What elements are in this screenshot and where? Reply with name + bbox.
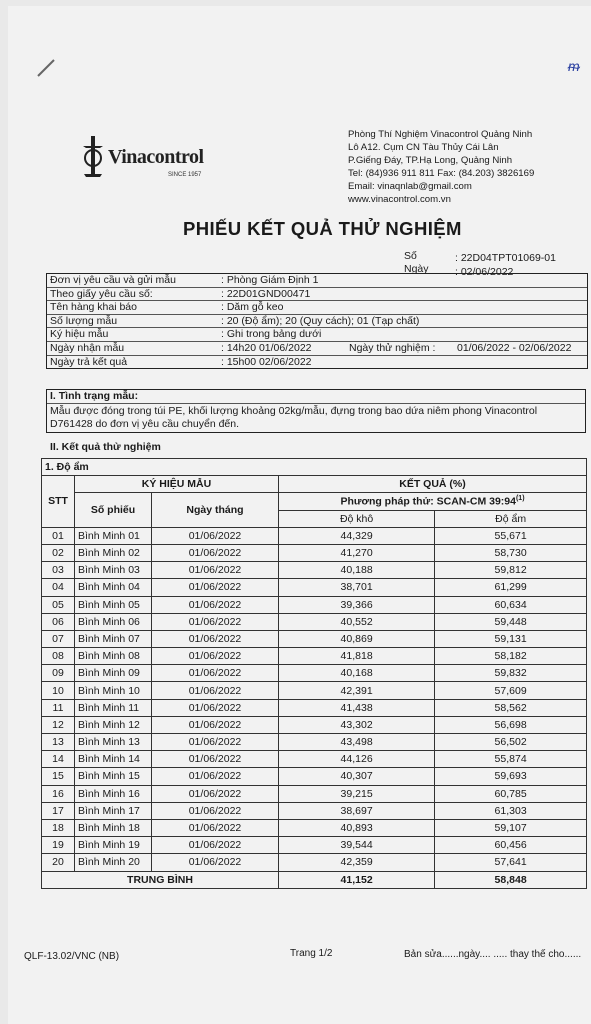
row-moisture: 56,502 bbox=[435, 734, 587, 751]
row-dry-content: 38,701 bbox=[279, 579, 435, 596]
info-row: Theo giấy yêu cầu số: : 22D01GND00471 bbox=[47, 288, 587, 302]
table-row bbox=[42, 699, 587, 716]
row-moisture: 56,698 bbox=[435, 716, 587, 733]
row-moisture: 59,131 bbox=[435, 630, 587, 647]
row-dry-content: 40,168 bbox=[279, 665, 435, 682]
row-ticket-no: Bình Minh 11 bbox=[75, 699, 152, 716]
document-title: PHIẾU KẾT QUẢ THỬ NGHIỆM bbox=[183, 218, 462, 239]
section-heading: I. Tình trạng mẫu: bbox=[47, 390, 585, 404]
row-date: 01/06/2022 bbox=[152, 854, 279, 871]
row-ticket-no: Bình Minh 16 bbox=[75, 785, 152, 802]
table-row bbox=[42, 630, 587, 647]
row-stt: 10 bbox=[42, 682, 75, 699]
row-moisture: 58,182 bbox=[435, 648, 587, 665]
table-row bbox=[42, 682, 587, 699]
row-dry-content: 41,818 bbox=[279, 648, 435, 665]
table-row bbox=[42, 734, 587, 751]
row-stt: 09 bbox=[42, 665, 75, 682]
row-date: 01/06/2022 bbox=[152, 630, 279, 647]
average-moisture: 58,848 bbox=[435, 871, 587, 888]
row-stt: 06 bbox=[42, 613, 75, 630]
row-ticket-no: Bình Minh 19 bbox=[75, 837, 152, 854]
row-stt: 05 bbox=[42, 596, 75, 613]
report-number-value: : 22D04TPT01069-01 bbox=[455, 252, 556, 264]
row-stt: 01 bbox=[42, 527, 75, 544]
row-ticket-no: Bình Minh 02 bbox=[75, 544, 152, 561]
table-header-row bbox=[42, 493, 587, 510]
row-stt: 02 bbox=[42, 544, 75, 561]
table-row bbox=[42, 854, 587, 871]
row-date: 01/06/2022 bbox=[152, 665, 279, 682]
address-line: Phòng Thí Nghiệm Vinacontrol Quảng Ninh bbox=[348, 129, 533, 140]
row-ticket-no: Bình Minh 15 bbox=[75, 768, 152, 785]
row-dry-content: 39,544 bbox=[279, 837, 435, 854]
info-row: Số lượng mẫu : 20 (Độ ẩm); 20 (Quy cách); 01 (Tạp chất) bbox=[47, 315, 587, 329]
info-row: Đơn vị yêu cầu và gửi mẫu : Phòng Giám Định 1 bbox=[47, 274, 587, 288]
row-date: 01/06/2022 bbox=[152, 751, 279, 768]
row-stt: 18 bbox=[42, 819, 75, 836]
header-moisture: Độ ẩm bbox=[435, 510, 587, 527]
row-dry-content: 40,893 bbox=[279, 819, 435, 836]
row-moisture: 61,299 bbox=[435, 579, 587, 596]
row-ticket-no: Bình Minh 20 bbox=[75, 854, 152, 871]
row-moisture: 58,562 bbox=[435, 699, 587, 716]
vinacontrol-logo bbox=[80, 134, 225, 184]
row-ticket-no: Bình Minh 05 bbox=[75, 596, 152, 613]
row-date: 01/06/2022 bbox=[152, 837, 279, 854]
row-ticket-no: Bình Minh 06 bbox=[75, 613, 152, 630]
row-ticket-no: Bình Minh 08 bbox=[75, 648, 152, 665]
info-row: Ngày nhận mẫu : 14h20 01/06/2022 Ngày thử nghiệm : 01/06/2022 - 02/06/2022 bbox=[47, 342, 587, 356]
row-dry-content: 41,438 bbox=[279, 699, 435, 716]
row-dry-content: 40,552 bbox=[279, 613, 435, 630]
row-moisture: 60,456 bbox=[435, 837, 587, 854]
moisture-results-table bbox=[41, 458, 587, 889]
row-stt: 19 bbox=[42, 837, 75, 854]
row-moisture: 59,693 bbox=[435, 768, 587, 785]
sample-info-box bbox=[46, 273, 588, 369]
row-dry-content: 43,302 bbox=[279, 716, 435, 733]
address-line: www.vinacontrol.com.vn bbox=[348, 194, 451, 205]
row-moisture: 61,303 bbox=[435, 802, 587, 819]
row-ticket-no: Bình Minh 14 bbox=[75, 751, 152, 768]
logo-emblem-icon bbox=[80, 134, 106, 178]
table-row bbox=[42, 527, 587, 544]
header-ticket-no: Số phiếu bbox=[75, 493, 152, 527]
row-stt: 17 bbox=[42, 802, 75, 819]
table-row bbox=[42, 751, 587, 768]
row-ticket-no: Bình Minh 10 bbox=[75, 682, 152, 699]
row-date: 01/06/2022 bbox=[152, 544, 279, 561]
table-row bbox=[42, 579, 587, 596]
header-sample-id: KÝ HIỆU MẪU bbox=[75, 476, 279, 493]
row-moisture: 60,785 bbox=[435, 785, 587, 802]
logo-brand-text: Vinacontrol bbox=[108, 146, 204, 168]
row-moisture: 58,730 bbox=[435, 544, 587, 561]
table-body bbox=[42, 527, 587, 871]
row-stt: 13 bbox=[42, 734, 75, 751]
test-date-value: 01/06/2022 - 02/06/2022 bbox=[457, 341, 572, 354]
row-ticket-no: Bình Minh 07 bbox=[75, 630, 152, 647]
row-moisture: 59,448 bbox=[435, 613, 587, 630]
header-stt: STT bbox=[42, 476, 75, 528]
row-stt: 16 bbox=[42, 785, 75, 802]
row-dry-content: 43,498 bbox=[279, 734, 435, 751]
table-row bbox=[42, 716, 587, 733]
row-date: 01/06/2022 bbox=[152, 699, 279, 716]
row-ticket-no: Bình Minh 01 bbox=[75, 527, 152, 544]
sample-condition-section bbox=[46, 389, 586, 433]
row-ticket-no: Bình Minh 18 bbox=[75, 819, 152, 836]
table-row bbox=[42, 785, 587, 802]
header-method: Phương pháp thử: SCAN-CM 39:94$^{(1)}$ bbox=[279, 493, 587, 510]
row-date: 01/06/2022 bbox=[152, 527, 279, 544]
table-row bbox=[42, 544, 587, 561]
row-dry-content: 40,869 bbox=[279, 630, 435, 647]
row-dry-content: 42,359 bbox=[279, 854, 435, 871]
row-stt: 08 bbox=[42, 648, 75, 665]
info-row: Ngày trả kết quả : 15h00 02/06/2022 bbox=[50, 355, 312, 368]
row-moisture: 59,107 bbox=[435, 819, 587, 836]
row-date: 01/06/2022 bbox=[152, 768, 279, 785]
average-label: TRUNG BÌNH bbox=[42, 871, 279, 888]
address-line: Lô A12. Cụm CN Tàu Thủy Cái Lân bbox=[348, 142, 499, 153]
row-moisture: 60,634 bbox=[435, 596, 587, 613]
row-moisture: 55,671 bbox=[435, 527, 587, 544]
row-dry-content: 44,329 bbox=[279, 527, 435, 544]
row-ticket-no: Bình Minh 13 bbox=[75, 734, 152, 751]
row-date: 01/06/2022 bbox=[152, 716, 279, 733]
address-line: P.Giếng Đáy, TP.Hạ Long, Quảng Ninh bbox=[348, 155, 513, 166]
address-line: Tel: (84)936 911 811 Fax: (84.203) 3826169 bbox=[348, 168, 535, 179]
row-dry-content: 40,188 bbox=[279, 562, 435, 579]
row-ticket-no: Bình Minh 09 bbox=[75, 665, 152, 682]
row-date: 01/06/2022 bbox=[152, 802, 279, 819]
row-moisture: 59,832 bbox=[435, 665, 587, 682]
row-stt: 12 bbox=[42, 716, 75, 733]
page-number: Trang 1/2 bbox=[290, 948, 333, 959]
row-ticket-no: Bình Minh 04 bbox=[75, 579, 152, 596]
row-dry-content: 38,697 bbox=[279, 802, 435, 819]
row-moisture: 57,641 bbox=[435, 854, 587, 871]
table-row bbox=[42, 613, 587, 630]
form-code: QLF-13.02/VNC (NB) bbox=[24, 951, 120, 962]
table-row bbox=[42, 768, 587, 785]
row-ticket-no: Bình Minh 17 bbox=[75, 802, 152, 819]
row-date: 01/06/2022 bbox=[152, 785, 279, 802]
table-row bbox=[42, 819, 587, 836]
row-date: 01/06/2022 bbox=[152, 734, 279, 751]
table-row bbox=[42, 665, 587, 682]
header-result: KẾT QUẢ (%) bbox=[279, 476, 587, 493]
row-stt: 03 bbox=[42, 562, 75, 579]
lab-address-block bbox=[348, 128, 534, 206]
info-row: Ký hiệu mẫu : Ghi trong bảng dưới bbox=[47, 328, 587, 342]
row-stt: 11 bbox=[42, 699, 75, 716]
address-line: Email: vinaqnlab@gmail.com bbox=[348, 181, 472, 192]
row-dry-content: 44,126 bbox=[279, 751, 435, 768]
report-number-label: Số bbox=[404, 250, 417, 262]
table-group-row bbox=[42, 459, 587, 476]
row-ticket-no: Bình Minh 12 bbox=[75, 716, 152, 733]
row-moisture: 57,609 bbox=[435, 682, 587, 699]
row-date: 01/06/2022 bbox=[152, 648, 279, 665]
average-dry-content: 41,152 bbox=[279, 871, 435, 888]
row-date: 01/06/2022 bbox=[152, 596, 279, 613]
table-row bbox=[42, 648, 587, 665]
handwritten-mark: ᵯ bbox=[568, 58, 580, 74]
revision-note: Bản sửa......ngày.... ..... thay thế cho...... bbox=[404, 949, 582, 960]
row-dry-content: 41,270 bbox=[279, 544, 435, 561]
row-date: 01/06/2022 bbox=[152, 579, 279, 596]
table-average-row bbox=[42, 871, 587, 888]
row-stt: 14 bbox=[42, 751, 75, 768]
table-row bbox=[42, 562, 587, 579]
row-stt: 07 bbox=[42, 630, 75, 647]
header-dry-content: Độ khô bbox=[279, 510, 435, 527]
row-stt: 04 bbox=[42, 579, 75, 596]
row-moisture: 55,874 bbox=[435, 751, 587, 768]
table-header-row bbox=[42, 476, 587, 493]
report-date-value: : 02/06/2022 bbox=[455, 266, 514, 278]
row-stt: 15 bbox=[42, 768, 75, 785]
table-row bbox=[42, 596, 587, 613]
table-row bbox=[42, 802, 587, 819]
row-dry-content: 39,215 bbox=[279, 785, 435, 802]
row-dry-content: 42,391 bbox=[279, 682, 435, 699]
row-date: 01/06/2022 bbox=[152, 613, 279, 630]
document-page bbox=[8, 6, 591, 1024]
row-dry-content: 39,366 bbox=[279, 596, 435, 613]
row-ticket-no: Bình Minh 03 bbox=[75, 562, 152, 579]
pen-mark-icon bbox=[36, 56, 58, 78]
row-stt: 20 bbox=[42, 854, 75, 871]
row-moisture: 59,812 bbox=[435, 562, 587, 579]
row-date: 01/06/2022 bbox=[152, 819, 279, 836]
header-date: Ngày tháng bbox=[152, 493, 279, 527]
logo-since-text: SINCE 1957 bbox=[168, 172, 202, 178]
row-date: 01/06/2022 bbox=[152, 682, 279, 699]
test-date-label: Ngày thử nghiệm : bbox=[349, 341, 436, 354]
section-heading: II. Kết quả thử nghiệm bbox=[50, 441, 161, 453]
table-group-title: 1. Độ ẩm bbox=[42, 459, 587, 476]
report-date-label: Ngày bbox=[404, 263, 429, 275]
row-date: 01/06/2022 bbox=[152, 562, 279, 579]
sample-condition-text: Mẫu được đóng trong túi PE, khối lượng khoảng 02kg/mẫu, đựng trong bao dứa niêm phong Vinacontrol D761428 do đơn vị yêu cầu chuyển đến. bbox=[50, 405, 538, 430]
table-row bbox=[42, 837, 587, 854]
info-row: Tên hàng khai báo : Dăm gỗ keo bbox=[47, 301, 587, 315]
row-dry-content: 40,307 bbox=[279, 768, 435, 785]
